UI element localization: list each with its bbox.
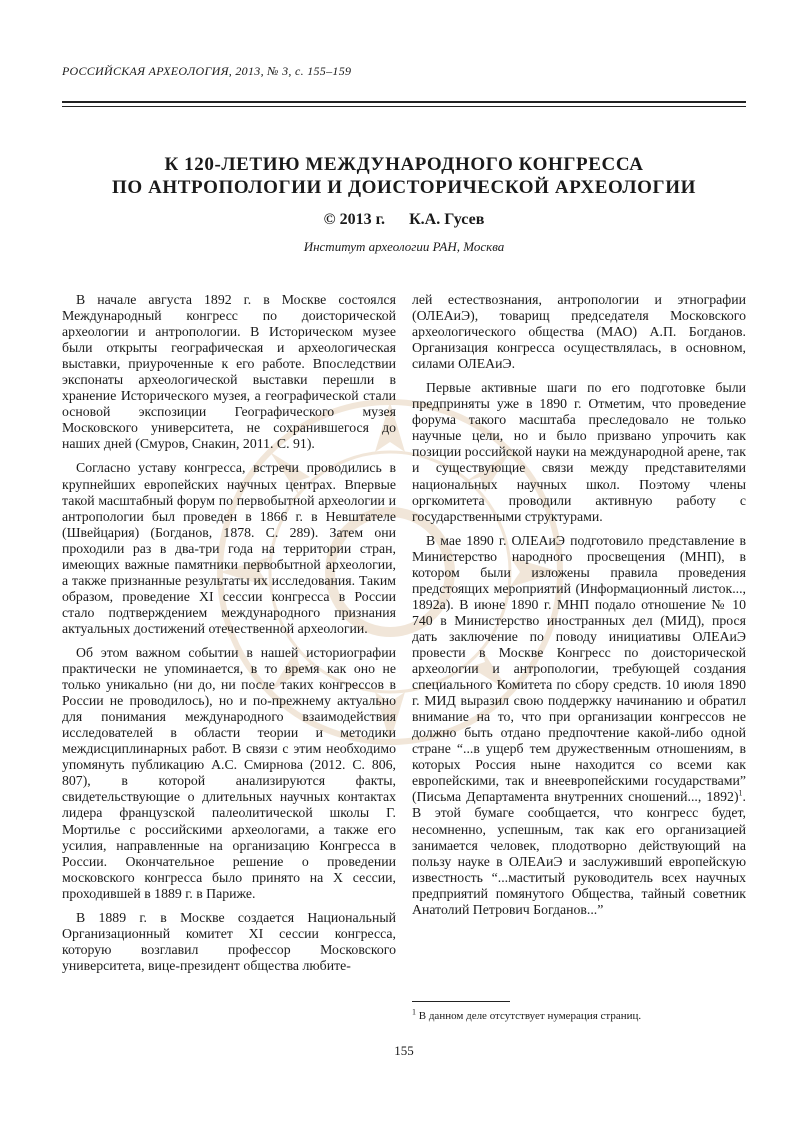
- paragraph: В 1889 г. в Москве создается Национальный Организационный комитет XI сессии конгресса, которую возглавил профессор Московского университета, вице-президент общества любите-: [62, 909, 396, 973]
- article-title: [62, 153, 746, 199]
- header-rule-thin: [62, 106, 746, 107]
- title-line-2: ПО АНТРОПОЛОГИИ И ДОИСТОРИЧЕСКОЙ АРХЕОЛОГИИ: [111, 177, 697, 198]
- paragraph-continuation: лей естествознания, антропологии и этнографии (ОЛЕАиЭ), товарищ председателя Московского археологического общества (МАО) А.П. Богданов. Организация конгресса осуществлялась, в основном, силами ОЛЕАиЭ.: [412, 292, 746, 372]
- page-number: 155: [394, 1043, 414, 1058]
- paragraph: Первые активные шаги по его подготовке были предприняты уже в 1890 г. Отметим, что проведение форума такого масштаба преследовало не только научные цели, но и было призвано упрочить как позиции российской науки на международной арене, так и существующие связи между представителями национальных научных школ. Поэтому члены оргкомитета проводили активную работу с государственными структурами.: [412, 380, 746, 524]
- footnote-number: 1: [412, 1007, 416, 1017]
- paragraph-text: В мае 1890 г. ОЛЕАиЭ подготовило представление в Министерство народного просвещения (МНП), в котором были изложены правила проведения предстоящих мероприятий (Информационный листок..., 1892а). В июне 1890 г. МНП подало отношение № 10 740 в Министерство иностранных дел (МИД), прося дать заключение по поводу инициативы ОЛЕАиЭ провести в Москве Конгресс по доисторической археологии и антропологии, требующей создания специального Комитета по сбору средств. 10 июля 1890 г. МИД выразил свою поддержку начинанию и обратил внимание на то, что при организации конгрессов не должно быть отдано предпочтение какой-либо одной стране “...в ущерб тем дружественным отношениям, в которых Россия ныне находится со всеми как европейскими, так и внеевропейскими государствами” (Письма Департамента внутренних сношений..., 1892): [412, 532, 746, 805]
- left-column: [62, 292, 396, 982]
- paragraph: В начале августа 1892 г. в Москве состоялся Международный конгресс по доисторической археологии и антропологии. В Историческом музее были открыты географическая и археологическая выставки, приуроченные к его работе. Впоследствии экспонаты археологической выставки перешли в хранение Исторического музея, а географической стали основой экспозиции Географического музея Московского университета, не сохранившегося до наших дней (Смуров, Снакин, 2011. С. 91).: [62, 292, 396, 452]
- footnote-rule: [412, 1001, 510, 1002]
- byline: [62, 211, 746, 229]
- paragraph: [412, 533, 746, 918]
- footnote-reference[interactable]: 1: [738, 788, 743, 798]
- header-rule-thick: [62, 101, 746, 103]
- author-name: К.А. Гусев: [409, 211, 485, 228]
- running-head: РОССИЙСКАЯ АРХЕОЛОГИЯ, 2013, № 3, с. 155–159: [62, 64, 352, 78]
- footnote: [412, 1007, 746, 1022]
- right-column: [412, 292, 746, 926]
- paragraph: Об этом важном событии в нашей историографии практически не упоминается, в то время как оно не только уникально (ни до, ни после таких конгрессов в России не проводилось), но и по-прежнему актуально для понимания международного взаимодействия исследователей в области теории и методики междисциплинарных работ. В связи с этим необходимо упомянуть публикацию А.С. Смирнова (2012. С. 806, 807), в которой анализируются факты, свидетельствующие о длительных научных контактах лидера французской палеолитической школы Г. Мортилье с российскими археологами, а также его усилия, направленные на организацию Конгресса в России. Окончательное решение о проведении московского конгресса было принято на X сессии, проходившей в 1889 г. в Париже.: [62, 644, 396, 901]
- footnote-text: В данном деле отсутствует нумерация страниц.: [416, 1010, 642, 1022]
- copyright: © 2013 г.: [323, 211, 386, 228]
- paragraph: Согласно уставу конгресса, встречи проводились в крупнейших европейских научных центрах. Впервые такой масштабный форум по первобытной археологии и антропологии был проведен в 1866 г. в Невштателе (Швейцария) (Богданов, 1878. С. 289). Затем они проходили раз в два-три года на территории стран, имеющих важные памятники первобытной археологии, а также признанные результаты их исследования. Таким образом, проведение XI сессии конгресса в России стало подтверждением международного признания актуальных достижений отечественной археологии.: [62, 460, 396, 636]
- affiliation: Институт археологии РАН, Москва: [303, 239, 505, 254]
- title-line-1: К 120-ЛЕТИЮ МЕЖДУНАРОДНОГО КОНГРЕССА: [164, 154, 644, 175]
- paragraph-text: . В этой бумаге сообщается, что конгресс будет, несомненно, успешным, так как его организацией занимается человек, плодотворно действующий на пользу науке в ОЛЕАиЭ и заслуживший европейскую известность “...маститый руководитель всех научных предприятий помянутого Общества, тайный советник Анатолий Петрович Богданов...”: [412, 789, 746, 917]
